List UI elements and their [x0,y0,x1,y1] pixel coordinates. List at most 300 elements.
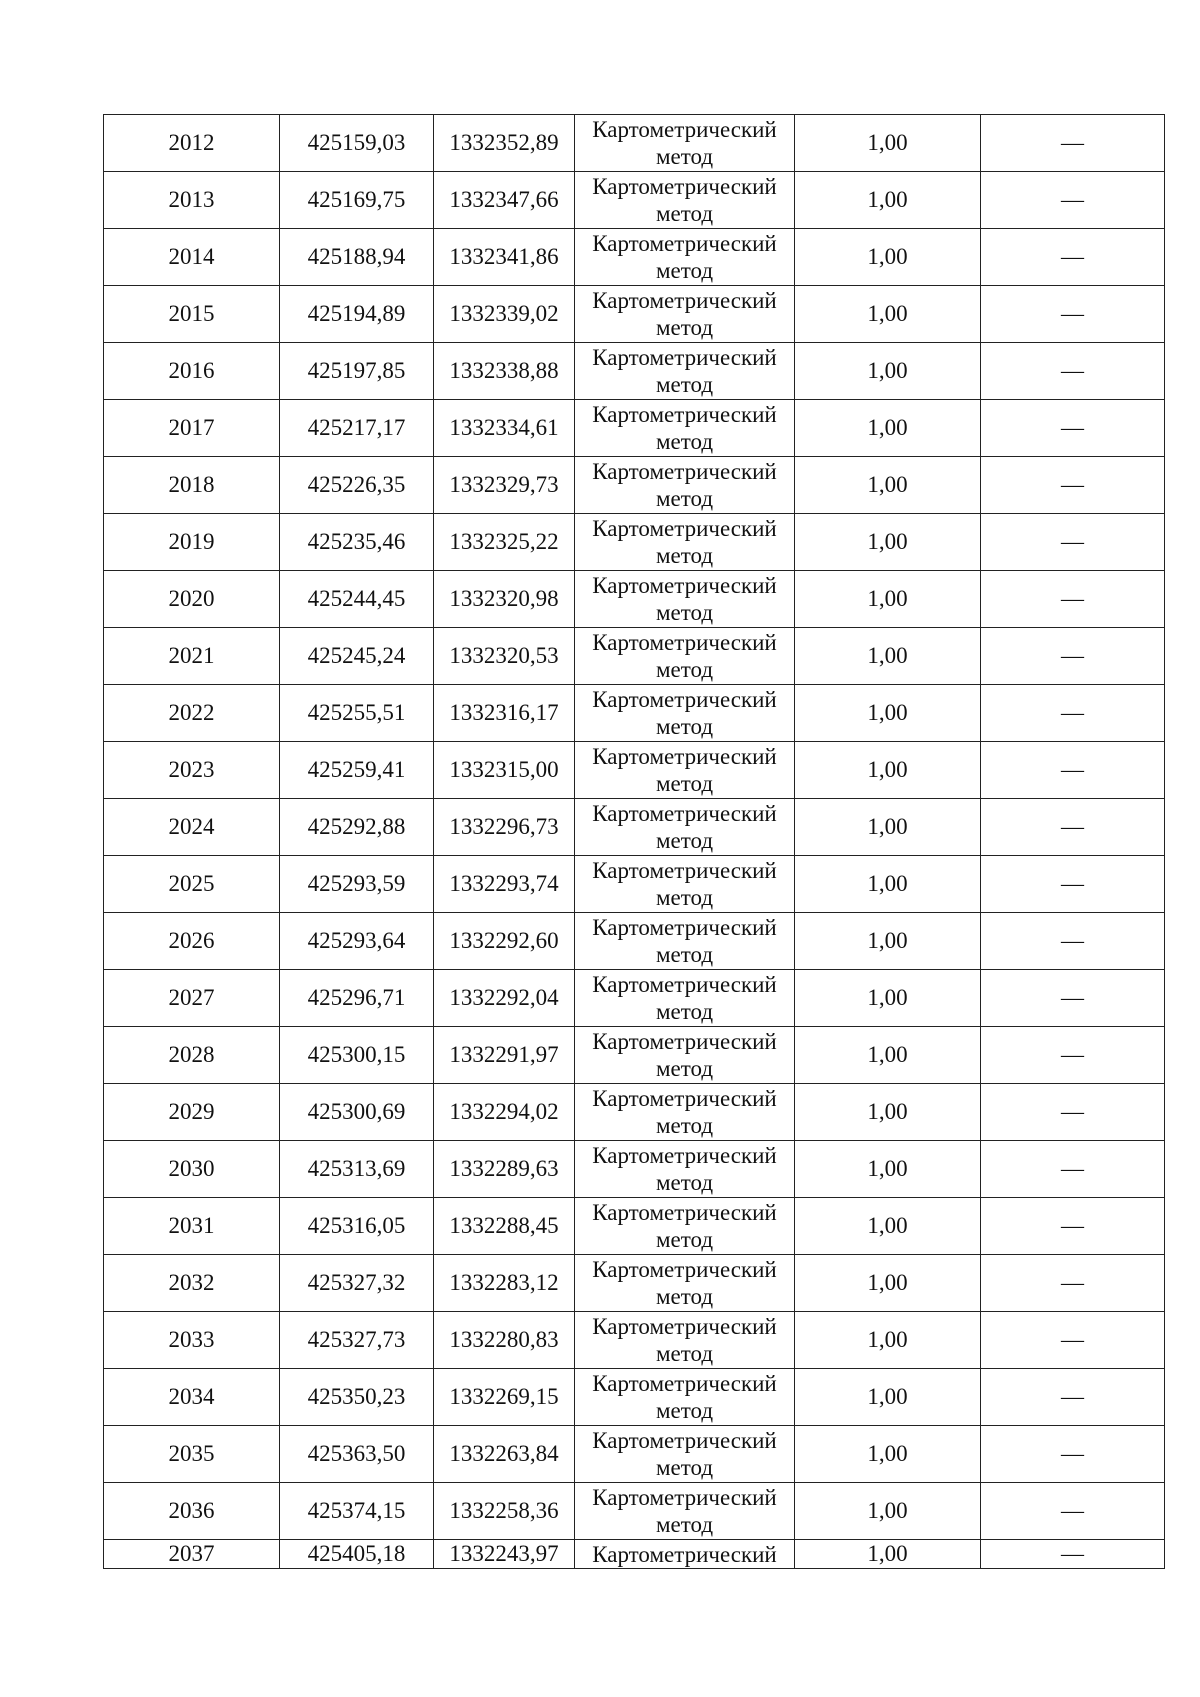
accuracy-cell [795,229,981,286]
coordinates-table-body [104,115,1165,1569]
x-coordinate: 425245,24 [307,643,406,668]
table-row [104,514,1165,571]
note-cell [981,913,1165,970]
method-cell [575,1369,795,1426]
table-row [104,457,1165,514]
method-text: Картометрический метод [592,345,777,397]
point-number: 2014 [168,244,215,269]
point-number: 2026 [168,928,215,953]
table-row [104,1198,1165,1255]
note-dash: — [1061,529,1084,554]
point-number-cell [104,1369,280,1426]
point-number: 2022 [168,700,215,725]
note-cell [981,1426,1165,1483]
method-text: Картометрический метод [592,1257,777,1309]
method-text: Картометрический метод [592,288,777,340]
accuracy-cell [795,970,981,1027]
method-text: Картометрический метод [592,459,777,511]
point-number: 2035 [168,1441,215,1466]
x-coordinate-cell [280,457,434,514]
note-cell [981,400,1165,457]
note-cell [981,343,1165,400]
accuracy-value: 1,00 [867,358,908,383]
y-coordinate-cell [434,799,575,856]
accuracy-cell [795,286,981,343]
note-cell [981,514,1165,571]
note-dash: — [1061,700,1084,725]
accuracy-value: 1,00 [867,586,908,611]
y-coordinate-cell [434,172,575,229]
method-cell [575,1198,795,1255]
method-text: Картометрический метод [592,1485,777,1537]
point-number: 2034 [168,1384,215,1409]
table-row [104,970,1165,1027]
method-cell [575,1483,795,1540]
point-number-cell [104,514,280,571]
note-dash: — [1061,643,1084,668]
x-coordinate-cell [280,1540,434,1569]
point-number-cell [104,970,280,1027]
point-number: 2036 [168,1498,215,1523]
x-coordinate: 425300,69 [307,1099,406,1124]
x-coordinate-cell [280,400,434,457]
coordinates-table [103,114,1165,1569]
method-cell [575,115,795,172]
method-cell [575,685,795,742]
table-row-partial [104,1540,1165,1569]
point-number: 2032 [168,1270,215,1295]
note-dash: — [1061,472,1084,497]
accuracy-cell [795,742,981,799]
table-row [104,1255,1165,1312]
method-text: Картометрический метод [592,1314,777,1366]
method-cell [575,1141,795,1198]
accuracy-cell [795,856,981,913]
note-cell [981,1027,1165,1084]
table-row [104,400,1165,457]
table-row [104,1426,1165,1483]
accuracy-value: 1,00 [867,1042,908,1067]
method-text: Картометрический метод [592,1143,777,1195]
y-coordinate-cell [434,1027,575,1084]
note-dash: — [1061,871,1084,896]
method-cell [575,970,795,1027]
y-coordinate: 1332339,02 [449,301,559,326]
accuracy-value: 1,00 [867,301,908,326]
point-number: 2016 [168,358,215,383]
y-coordinate-cell [434,1426,575,1483]
table-row [104,1141,1165,1198]
accuracy-cell [795,514,981,571]
point-number-cell [104,913,280,970]
x-coordinate-cell [280,628,434,685]
note-cell [981,457,1165,514]
note-dash: — [1061,1042,1084,1067]
point-number: 2013 [168,187,215,212]
note-cell [981,571,1165,628]
accuracy-value: 1,00 [867,928,908,953]
y-coordinate-cell [434,1540,575,1569]
note-cell [981,1369,1165,1426]
accuracy-cell [795,799,981,856]
y-coordinate-cell [434,571,575,628]
x-coordinate-cell [280,1027,434,1084]
y-coordinate: 1332316,17 [449,700,559,725]
x-coordinate: 425226,35 [307,472,406,497]
x-coordinate: 425259,41 [307,757,406,782]
method-text: Картометрический метод [592,858,777,910]
accuracy-cell [795,400,981,457]
x-coordinate: 425293,59 [307,871,406,896]
table-row [104,1084,1165,1141]
point-number: 2017 [168,415,215,440]
note-cell [981,970,1165,1027]
point-number: 2029 [168,1099,215,1124]
point-number-cell [104,172,280,229]
y-coordinate-cell [434,457,575,514]
y-coordinate: 1332289,63 [449,1156,559,1181]
accuracy-value: 1,00 [867,1213,908,1238]
y-coordinate-cell [434,286,575,343]
note-dash: — [1061,358,1084,383]
table-row [104,343,1165,400]
note-cell [981,115,1165,172]
point-number: 2030 [168,1156,215,1181]
y-coordinate: 1332283,12 [449,1270,559,1295]
point-number: 2025 [168,871,215,896]
accuracy-value: 1,00 [867,700,908,725]
point-number-cell [104,1141,280,1198]
y-coordinate-cell [434,913,575,970]
note-dash: — [1061,757,1084,782]
y-coordinate-cell [434,400,575,457]
accuracy-cell [795,1027,981,1084]
method-text: Картометрический метод [592,915,777,967]
note-cell [981,799,1165,856]
y-coordinate-cell [434,742,575,799]
y-coordinate: 1332293,74 [449,871,559,896]
y-coordinate-cell [434,1369,575,1426]
accuracy-cell [795,1312,981,1369]
x-coordinate-cell [280,913,434,970]
method-text: Картометрический метод [592,1086,777,1138]
table-row [104,799,1165,856]
note-dash: — [1061,1441,1084,1466]
accuracy-value: 1,00 [867,1498,908,1523]
accuracy-value: 1,00 [867,1099,908,1124]
y-coordinate: 1332338,88 [449,358,559,383]
x-coordinate: 425244,45 [307,586,406,611]
table-row [104,685,1165,742]
y-coordinate: 1332334,61 [449,415,559,440]
x-coordinate: 425194,89 [307,301,406,326]
note-dash: — [1061,1541,1084,1566]
y-coordinate-cell [434,1141,575,1198]
method-text: Картометрический метод [592,630,777,682]
accuracy-value: 1,00 [867,130,908,155]
y-coordinate: 1332288,45 [449,1213,559,1238]
x-coordinate: 425363,50 [307,1441,406,1466]
note-dash: — [1061,814,1084,839]
accuracy-value: 1,00 [867,643,908,668]
note-dash: — [1061,985,1084,1010]
method-cell [575,1540,795,1569]
accuracy-cell [795,115,981,172]
y-coordinate: 1332347,66 [449,187,559,212]
point-number-cell [104,457,280,514]
x-coordinate-cell [280,229,434,286]
point-number-cell [104,400,280,457]
note-dash: — [1061,928,1084,953]
x-coordinate: 425313,69 [307,1156,406,1181]
method-text: Картометрический метод [592,231,777,283]
accuracy-cell [795,1084,981,1141]
x-coordinate-cell [280,1369,434,1426]
point-number: 2027 [168,985,215,1010]
y-coordinate: 1332325,22 [449,529,559,554]
method-cell [575,742,795,799]
x-coordinate-cell [280,571,434,628]
accuracy-value: 1,00 [867,1270,908,1295]
y-coordinate-cell [434,685,575,742]
accuracy-cell [795,1198,981,1255]
accuracy-cell [795,1255,981,1312]
x-coordinate: 425327,73 [307,1327,406,1352]
x-coordinate-cell [280,343,434,400]
x-coordinate: 425159,03 [307,130,406,155]
method-text: Картометрический метод [592,174,777,226]
point-number: 2012 [168,130,215,155]
x-coordinate: 425235,46 [307,529,406,554]
method-text: Картометрический метод [592,402,777,454]
accuracy-cell [795,1426,981,1483]
point-number: 2037 [168,1541,215,1566]
y-coordinate: 1332280,83 [449,1327,559,1352]
method-cell [575,286,795,343]
note-cell [981,172,1165,229]
method-text: Картометрический метод [592,573,777,625]
note-dash: — [1061,1156,1084,1181]
accuracy-cell [795,1141,981,1198]
method-text: Картометрический метод [592,1428,777,1480]
table-row [104,1312,1165,1369]
note-cell [981,1141,1165,1198]
note-dash: — [1061,1384,1084,1409]
accuracy-cell [795,1369,981,1426]
method-text: Картометрический метод [592,801,777,853]
point-number: 2033 [168,1327,215,1352]
x-coordinate: 425255,51 [307,700,406,725]
point-number-cell [104,799,280,856]
table-row [104,286,1165,343]
y-coordinate: 1332315,00 [449,757,559,782]
x-coordinate: 425350,23 [307,1384,406,1409]
note-dash: — [1061,1099,1084,1124]
x-coordinate: 425217,17 [307,415,406,440]
method-cell [575,856,795,913]
method-cell [575,457,795,514]
accuracy-cell [795,628,981,685]
method-cell [575,571,795,628]
note-dash: — [1061,1327,1084,1352]
note-cell [981,628,1165,685]
y-coordinate: 1332263,84 [449,1441,559,1466]
note-cell [981,1255,1165,1312]
x-coordinate: 425292,88 [307,814,406,839]
point-number-cell [104,742,280,799]
point-number: 2031 [168,1213,215,1238]
method-cell [575,514,795,571]
accuracy-value: 1,00 [867,187,908,212]
y-coordinate-cell [434,1084,575,1141]
accuracy-value: 1,00 [867,1384,908,1409]
accuracy-value: 1,00 [867,871,908,896]
accuracy-cell [795,1483,981,1540]
table-row [104,742,1165,799]
accuracy-cell [795,1540,981,1569]
point-number: 2020 [168,586,215,611]
note-cell [981,856,1165,913]
y-coordinate-cell [434,628,575,685]
table-row [104,1483,1165,1540]
point-number-cell [104,1426,280,1483]
note-dash: — [1061,1213,1084,1238]
point-number-cell [104,343,280,400]
table-row [104,1369,1165,1426]
accuracy-value: 1,00 [867,814,908,839]
point-number-cell [104,1540,280,1569]
note-dash: — [1061,1270,1084,1295]
y-coordinate: 1332296,73 [449,814,559,839]
y-coordinate: 1332341,86 [449,244,559,269]
method-text: Картометрический [592,1541,777,1567]
point-number-cell [104,1198,280,1255]
method-cell [575,229,795,286]
table-row [104,913,1165,970]
x-coordinate-cell [280,856,434,913]
point-number-cell [104,1483,280,1540]
note-cell [981,685,1165,742]
note-cell [981,1483,1165,1540]
method-text: Картометрический метод [592,1029,777,1081]
method-cell [575,343,795,400]
method-cell [575,1027,795,1084]
x-coordinate: 425188,94 [307,244,406,269]
point-number: 2015 [168,301,215,326]
x-coordinate: 425169,75 [307,187,406,212]
y-coordinate: 1332243,97 [449,1541,559,1566]
x-coordinate: 425327,32 [307,1270,406,1295]
table-row [104,229,1165,286]
table-row [104,628,1165,685]
point-number: 2024 [168,814,215,839]
accuracy-cell [795,172,981,229]
x-coordinate-cell [280,685,434,742]
x-coordinate-cell [280,286,434,343]
accuracy-cell [795,343,981,400]
x-coordinate: 425316,05 [307,1213,406,1238]
note-cell [981,1312,1165,1369]
note-dash: — [1061,1498,1084,1523]
method-text: Картометрический метод [592,687,777,739]
point-number-cell [104,1255,280,1312]
accuracy-value: 1,00 [867,529,908,554]
table-row [104,172,1165,229]
y-coordinate-cell [434,229,575,286]
point-number: 2019 [168,529,215,554]
method-cell [575,1426,795,1483]
method-cell [575,913,795,970]
y-coordinate: 1332258,36 [449,1498,559,1523]
method-text: Картометрический метод [592,1371,777,1423]
point-number-cell [104,286,280,343]
y-coordinate-cell [434,343,575,400]
note-cell [981,1540,1165,1569]
x-coordinate: 425374,15 [307,1498,406,1523]
table-row [104,856,1165,913]
method-cell [575,799,795,856]
x-coordinate-cell [280,514,434,571]
note-dash: — [1061,130,1084,155]
note-dash: — [1061,415,1084,440]
point-number-cell [104,685,280,742]
note-cell [981,286,1165,343]
method-text: Картометрический метод [592,744,777,796]
accuracy-value: 1,00 [867,1327,908,1352]
x-coordinate: 425197,85 [307,358,406,383]
y-coordinate: 1332292,60 [449,928,559,953]
point-number-cell [104,856,280,913]
x-coordinate-cell [280,742,434,799]
x-coordinate-cell [280,172,434,229]
accuracy-cell [795,457,981,514]
y-coordinate: 1332291,97 [449,1042,559,1067]
note-cell [981,1198,1165,1255]
method-text: Картометрический метод [592,117,777,169]
x-coordinate: 425293,64 [307,928,406,953]
note-dash: — [1061,187,1084,212]
point-number: 2021 [168,643,215,668]
note-cell [981,229,1165,286]
table-row [104,1027,1165,1084]
method-text: Картометрический метод [592,972,777,1024]
x-coordinate: 425405,18 [307,1541,406,1566]
accuracy-cell [795,685,981,742]
x-coordinate-cell [280,1255,434,1312]
accuracy-value: 1,00 [867,757,908,782]
method-cell [575,172,795,229]
y-coordinate-cell [434,115,575,172]
method-cell [575,1084,795,1141]
accuracy-value: 1,00 [867,244,908,269]
x-coordinate-cell [280,1141,434,1198]
table-row [104,115,1165,172]
accuracy-value: 1,00 [867,1541,908,1566]
y-coordinate-cell [434,1255,575,1312]
accuracy-value: 1,00 [867,1156,908,1181]
y-coordinate: 1332320,98 [449,586,559,611]
point-number-cell [104,1084,280,1141]
note-cell [981,1084,1165,1141]
point-number-cell [104,571,280,628]
y-coordinate-cell [434,514,575,571]
x-coordinate: 425296,71 [307,985,406,1010]
x-coordinate-cell [280,799,434,856]
y-coordinate: 1332294,02 [449,1099,559,1124]
x-coordinate-cell [280,1312,434,1369]
x-coordinate-cell [280,1084,434,1141]
x-coordinate-cell [280,1483,434,1540]
